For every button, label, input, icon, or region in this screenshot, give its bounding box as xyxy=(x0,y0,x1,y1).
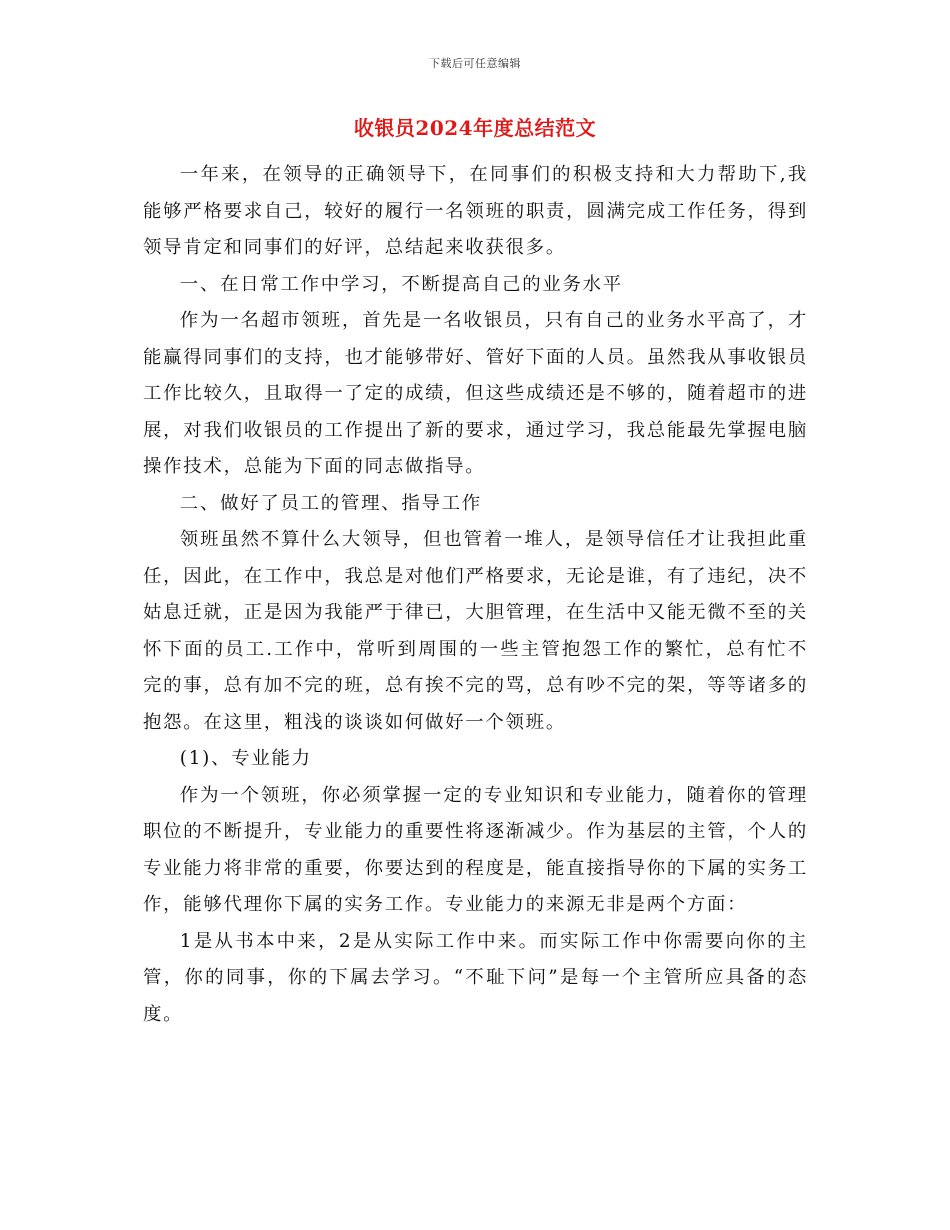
document-title: 收银员2024年度总结范文 xyxy=(353,116,597,140)
paragraph-section-1: 作为一名超市领班，首先是一名收银员，只有自己的业务水平高了，才能赢得同事们的支持，也才能够带好、管好下面的人员。虽然我从事收银员工作比较久，且取得一了定的成绩，但这些成绩还是不够的，随着超市的进展，对我们收银员的工作提出了新的要求，通过学习，我总能最先掌握电脑操作技术，总能为下面的同志做指导。 xyxy=(143,310,808,477)
section-heading-1: 一、在日常工作中学习，不断提高自己的业务水平 xyxy=(179,273,623,295)
document-body xyxy=(143,157,808,1033)
section-heading-2: 二、做好了员工的管理、指导工作 xyxy=(179,492,482,514)
paragraph-subsection-1: 作为一个领班，你必须掌握一定的专业知识和专业能力，随着你的管理职位的不断提升，专业能力的重要性将逐渐减少。作为基层的主管，个人的专业能力将非常的重要，你要达到的程度是，能直接指导你的下属的实务工作，能够代理你下属的实务工作。专业能力的来源无非是两个方面： xyxy=(143,784,808,915)
header-note: 下载后可任意编辑 xyxy=(429,57,521,70)
paragraph-sources: 1是从书本中来，2是从实际工作中来。而实际工作中你需要向你的主管，你的同事，你的下属去学习。“不耻下问”是每一个主管所应具备的态度。 xyxy=(143,930,808,1025)
subsection-heading-1: (1)、专业能力 xyxy=(179,748,312,769)
paragraph-intro: 一年来，在领导的正确领导下，在同事们的积极支持和大力帮助下,我能够严格要求自己，较好的履行一名领班的职责，圆满完成工作任务，得到领导肯定和同事们的好评，总结起来收获很多。 xyxy=(143,164,808,258)
paragraph-section-2: 领班虽然不算什么大领导，但也管着一堆人，是领导信任才让我担此重任，因此，在工作中，我总是对他们严格要求，无论是谁，有了违纪，决不姑息迁就，正是因为我能严于律已，大胆管理，在生活中又能无微不至的关怀下面的员工.工作中，常听到周围的一些主管抱怨工作的繁忙，总有忙不完的事，总有加不完的班，总有挨不完的骂，总有吵不完的架，等等诸多的抱怨。在这里，粗浅的谈谈如何做好一个领班。 xyxy=(143,529,808,733)
